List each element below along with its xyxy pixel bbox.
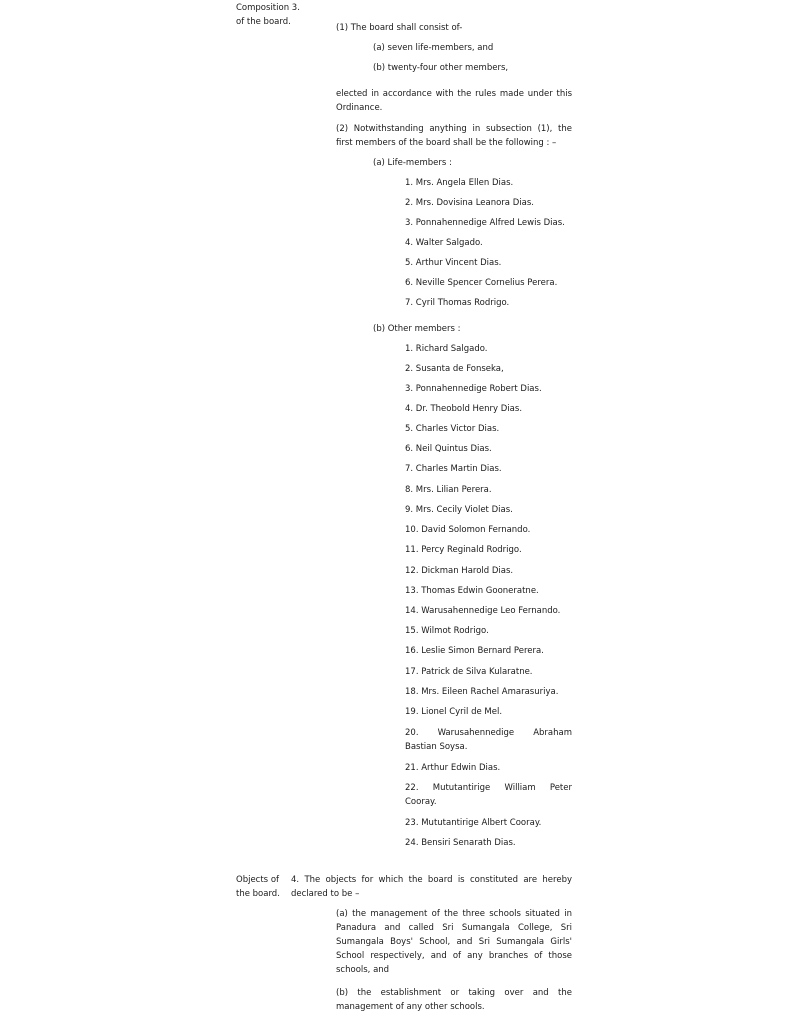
list-item <box>405 781 572 809</box>
list-item <box>405 726 572 754</box>
subsection-1-intro: (1) The board shall consist of- <box>336 23 463 33</box>
list-item: 4. Walter Salgado. <box>405 238 483 248</box>
elected-clause: elected in accordance with the rules made under this Ordinance. <box>336 89 572 113</box>
list-item: 2. Mrs. Dovisina Leanora Dias. <box>405 198 534 208</box>
list-item: 15. Wilmot Rodrigo. <box>405 626 489 636</box>
list-item: 3. Ponnahennedige Robert Dias. <box>405 384 542 394</box>
other-members-heading: (b) Other members : <box>373 324 461 334</box>
list-item: 19. Lionel Cyril de Mel. <box>405 707 503 717</box>
margin-title-line: Objects of <box>236 875 280 885</box>
list-item: 5. Charles Victor Dias. <box>405 424 500 434</box>
object-a: (a) the management of the three schools situated in Panadura and called Sri Sumangala College, Sri Sumangala Boys' School, and Sri Sumangala Girls' School respectively, and of any branches of those schools, and <box>336 909 572 975</box>
object-b: (b) the establishment or taking over and the management of any other schools. <box>336 988 572 1012</box>
margin-title-line: the board. <box>236 889 280 899</box>
section-4-intro: 4. The objects for which the board is constituted are hereby declared to be – <box>291 875 572 899</box>
list-item: 4. Dr. Theobold Henry Dias. <box>405 404 523 414</box>
list-item: 13. Thomas Edwin Gooneratne. <box>405 586 539 596</box>
list-item: 3. Ponnahennedige Alfred Lewis Dias. <box>405 218 565 228</box>
list-item: 7. Charles Martin Dias. <box>405 464 502 474</box>
section-4-margin-title <box>236 873 296 901</box>
list-item-line: Cooray. <box>405 797 437 807</box>
margin-title-line: of the board. <box>236 17 291 27</box>
list-item: 23. Mututantirige Albert Cooray. <box>405 818 542 828</box>
list-item: 7. Cyril Thomas Rodrigo. <box>405 298 510 308</box>
list-item: 10. David Solomon Fernando. <box>405 525 531 535</box>
list-item: 8. Mrs. Lilian Perera. <box>405 485 492 495</box>
list-item: 16. Leslie Simon Bernard Perera. <box>405 646 544 656</box>
list-item: 6. Neil Quintus Dias. <box>405 444 492 454</box>
item-b: (b) twenty-four other members, <box>373 63 509 73</box>
list-item-line: 22. Mututantirige William Peter <box>405 783 572 793</box>
list-item: 24. Bensiri Senarath Dias. <box>405 838 516 848</box>
list-item: 18. Mrs. Eileen Rachel Amarasuriya. <box>405 687 559 697</box>
section-3-margin-title <box>236 1 300 29</box>
list-item: 9. Mrs. Cecily Violet Dias. <box>405 505 513 515</box>
list-item: 1. Richard Salgado. <box>405 344 488 354</box>
life-members-heading: (a) Life-members : <box>373 158 452 168</box>
list-item: 5. Arthur Vincent Dias. <box>405 258 502 268</box>
list-item: 17. Patrick de Silva Kularatne. <box>405 667 533 677</box>
list-item: 12. Dickman Harold Dias. <box>405 566 514 576</box>
list-item-line: 20. Warusahennedige Abraham <box>405 728 572 738</box>
list-item: 2. Susanta de Fonseka, <box>405 364 504 374</box>
list-item: 1. Mrs. Angela Ellen Dias. <box>405 178 514 188</box>
list-item: 21. Arthur Edwin Dias. <box>405 763 501 773</box>
list-item: 6. Neville Spencer Cornelius Perera. <box>405 278 558 288</box>
subsection-2: (2) Notwithstanding anything in subsection (1), the first members of the board shall be the following : – <box>336 124 572 148</box>
item-a: (a) seven life-members, and <box>373 43 494 53</box>
list-item-line: Bastian Soysa. <box>405 742 468 752</box>
margin-title-line: Composition 3. <box>236 3 300 13</box>
list-item: 11. Percy Reginald Rodrigo. <box>405 545 522 555</box>
list-item: 14. Warusahennedige Leo Fernando. <box>405 606 561 616</box>
